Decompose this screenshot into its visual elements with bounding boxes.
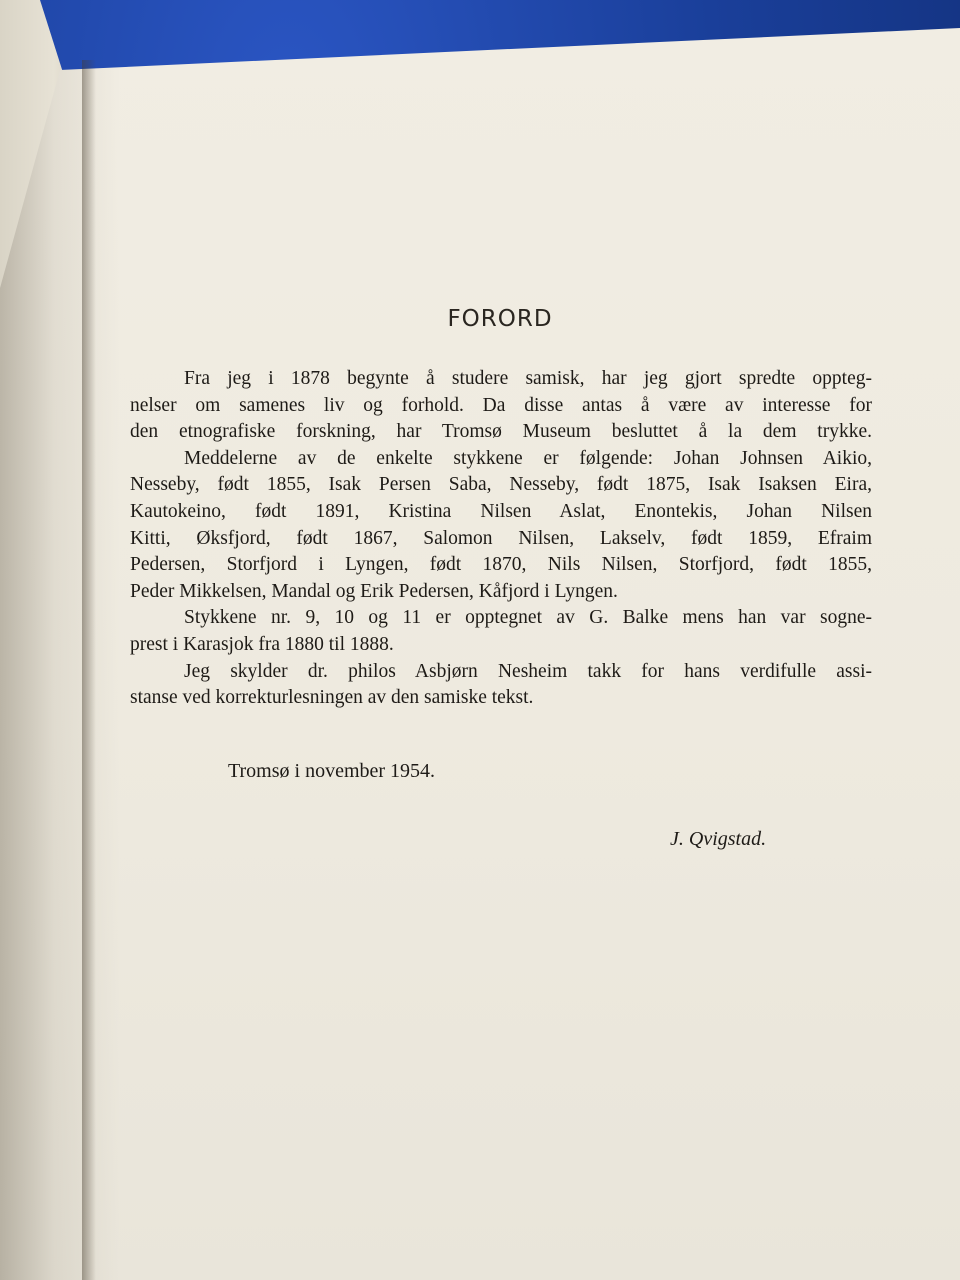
preface-text <box>112 366 872 712</box>
book-gutter <box>82 60 96 1280</box>
signature: J. Qvigstad. <box>670 828 767 850</box>
text-line: Nesseby, født 1855, Isak Persen Saba, Nesseby, født 1875, Isak Isaksen Eira, <box>130 474 872 496</box>
place-date: Tromsø i november 1954. <box>228 760 436 782</box>
text-line: Meddelerne av de enkelte stykkene er følgende: Johan Johnsen Aikio, <box>184 447 872 469</box>
text-line: Jeg skylder dr. philos Asbjørn Nesheim takk for hans verdifulle assi- <box>184 660 872 682</box>
text-line: Pedersen, Storfjord i Lyngen, født 1870, Nils Nilsen, Storfjord, født 1855, <box>130 554 872 576</box>
text-line: stanse ved korrekturlesningen av den samiske tekst. <box>130 687 534 709</box>
text-line: Peder Mikkelsen, Mandal og Erik Pedersen, Kåfjord i Lyngen. <box>130 580 618 602</box>
text-line: Kautokeino, født 1891, Kristina Nilsen Aslat, Enontekis, Johan Nilsen <box>130 500 872 522</box>
page-title: FORORD <box>447 306 553 332</box>
text-line: prest i Karasjok fra 1880 til 1888. <box>130 633 394 655</box>
text-line: Fra jeg i 1878 begynte å studere samisk, har jeg gjort spredte oppteg- <box>184 368 872 389</box>
text-line: den etnografiske forskning, har Tromsø Museum besluttet å la dem trykke. <box>130 421 872 443</box>
text-line: Kitti, Øksfjord, født 1867, Salomon Nilsen, Lakselv, født 1859, Efraim <box>130 527 872 549</box>
text-line: nelser om samenes liv og forhold. Da disse antas å være av interesse for <box>130 394 872 416</box>
text-line: Stykkene nr. 9, 10 og 11 er opptegnet av G. Balke mens han var sogne- <box>184 607 872 629</box>
